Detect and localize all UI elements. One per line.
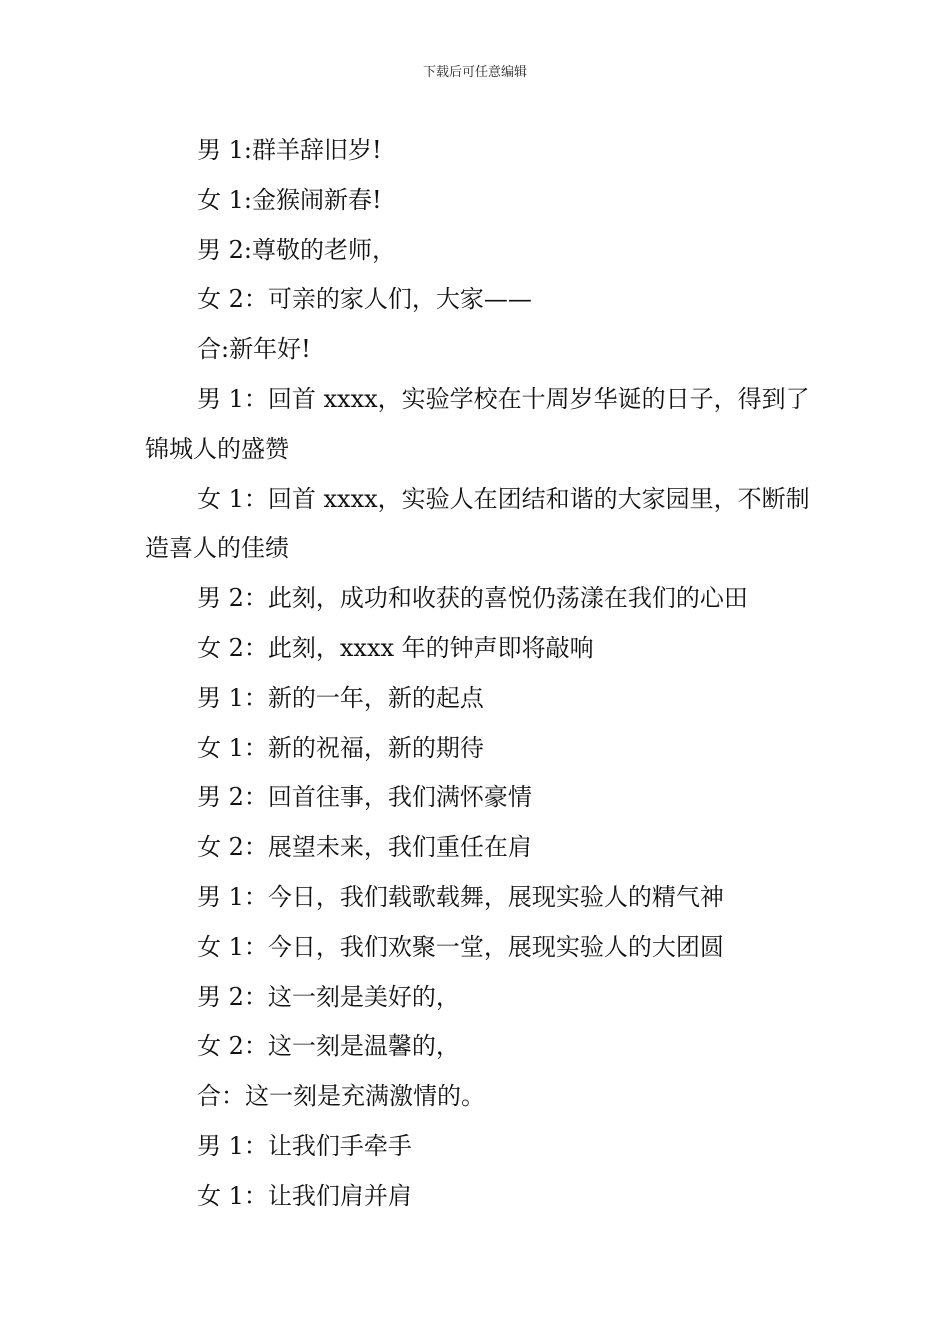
paragraph: 女 1：回首 xxxx，实验人在团结和谐的大家园里，不断制造喜人的佳绩 [145,484,810,563]
paragraph: 女 1：新的祝福，新的期待 [197,733,484,762]
document-body [145,126,813,1222]
paragraph: 合：这一刻是充满激情的。 [197,1082,485,1111]
paragraph: 女 1：今日，我们欢聚一堂，展现实验人的大团圆 [197,932,724,961]
paragraph: 女 2：可亲的家人们，大家—— [197,285,532,314]
paragraph: 女 2：这一刻是温馨的， [197,1032,460,1061]
paragraph: 男 2：回首往事，我们满怀豪情 [197,783,532,812]
paragraph: 男 1：新的一年，新的起点 [197,683,484,712]
paragraph: 男 2:尊敬的老师， [197,235,396,264]
paragraph: 男 1:群羊辞旧岁! [197,136,382,164]
paragraph: 男 1：今日，我们载歌载舞，展现实验人的精气神 [197,882,724,911]
paragraph: 男 1：回首 xxxx，实验学校在十周岁华诞的日子，得到了锦城人的盛赞 [145,384,810,463]
paragraph: 男 1：让我们手牵手 [197,1131,412,1160]
paragraph: 女 2：展望未来，我们重任在肩 [197,833,532,862]
page-header: 下载后可任意编辑 [422,65,527,80]
paragraph: 男 2：此刻，成功和收获的喜悦仍荡漾在我们的心田 [197,584,748,613]
paragraph: 男 2：这一刻是美好的， [197,982,460,1011]
paragraph: 女 1：让我们肩并肩 [197,1181,412,1210]
paragraph: 女 1:金猴闹新春! [197,185,382,214]
paragraph: 合:新年好! [197,335,311,364]
paragraph: 女 2：此刻，xxxx 年的钟声即将敲响 [197,633,594,662]
